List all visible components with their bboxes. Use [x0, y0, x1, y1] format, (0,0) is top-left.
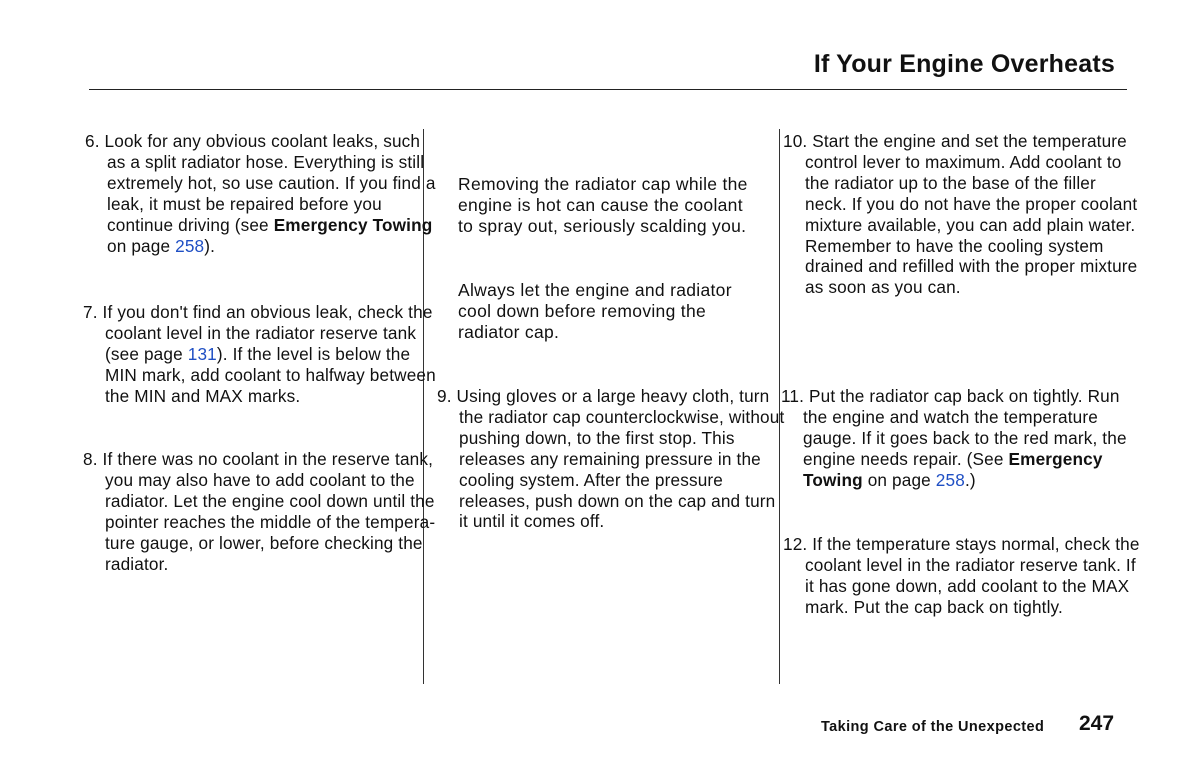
- step-11-mid: on page: [862, 469, 936, 490]
- step-11-end: .): [964, 469, 976, 490]
- step-9-text: 9. Using gloves or a large heavy cloth, turn the radiator cap counterclockwise, without pushing down, to the first stop. This releases any remaining pressure in the cooling system. After the pressure releases, push down on the cap and turn it until it comes off.: [437, 386, 785, 532]
- emergency-towing-ref: Emergency Towing: [803, 448, 1103, 490]
- footer-section-title: Taking Care of the Unexpected: [821, 719, 1045, 735]
- step-9: [437, 386, 789, 532]
- page-258-link[interactable]: 258: [175, 235, 205, 256]
- page-131-link[interactable]: 131: [187, 343, 217, 364]
- step-6-text: 6. Look for any obvious coolant leaks, such as a split radiator hose. Everything is still extremely hot, so use caution. If you find a leak, it must be repaired before you continue driving (see: [85, 131, 436, 235]
- step-11-text: 11. Put the radiator cap back on tightly. Run the engine and watch the temperature gauge. If it goes back to the red mark, the engine needs repair. (See: [781, 386, 1127, 469]
- step-6: [85, 131, 437, 256]
- step-10-text: 10. Start the engine and set the temperature control lever to maximum. Add coolant to the radiator up to the base of the filler neck. If you do not have the proper coolant mixture available, you can add plain water. Remember to have the cooling system drained and refilled with the proper mixture as soon as you can.: [783, 131, 1138, 298]
- emergency-towing-ref: Emergency Towing: [273, 214, 433, 235]
- warning-cool-down: Always let the engine and radiator cool down before removing the radiator cap.: [458, 280, 732, 342]
- step-12-text: 12. If the temperature stays normal, check the coolant level in the radiator reserve tank. If it has gone down, add coolant to the MAX mark. Put the cap back on tightly.: [783, 534, 1140, 617]
- step-11: [781, 386, 1140, 491]
- step-6-end: ).: [204, 235, 216, 256]
- step-12: [783, 534, 1140, 618]
- step-7: [83, 302, 437, 407]
- page-title: If Your Engine Overheats: [813, 50, 1115, 78]
- step-6-mid: on page: [107, 235, 176, 256]
- step-8-text: 8. If there was no coolant in the reserve tank, you may also have to add coolant to the radiator. Let the engine cool down until the pointer reaches the middle of the temperature gauge, or lower, before checking the radiator.: [83, 449, 436, 574]
- step-7-text: 7. If you don't find an obvious leak, check the coolant level in the radiator reserve tank (see page: [83, 302, 433, 364]
- page-number: 247: [1079, 712, 1115, 735]
- step-10: [783, 131, 1140, 298]
- header-divider: [89, 89, 1127, 90]
- step-8: [83, 449, 437, 574]
- step-7-end: ). If the level is below the MIN mark, add coolant to halfway between the MIN and MAX marks.: [105, 343, 436, 406]
- page-258-link[interactable]: 258: [935, 469, 965, 490]
- warning-hot-cap: Removing the radiator cap while the engine is hot can cause the coolant to spray out, seriously scalding you.: [458, 174, 748, 236]
